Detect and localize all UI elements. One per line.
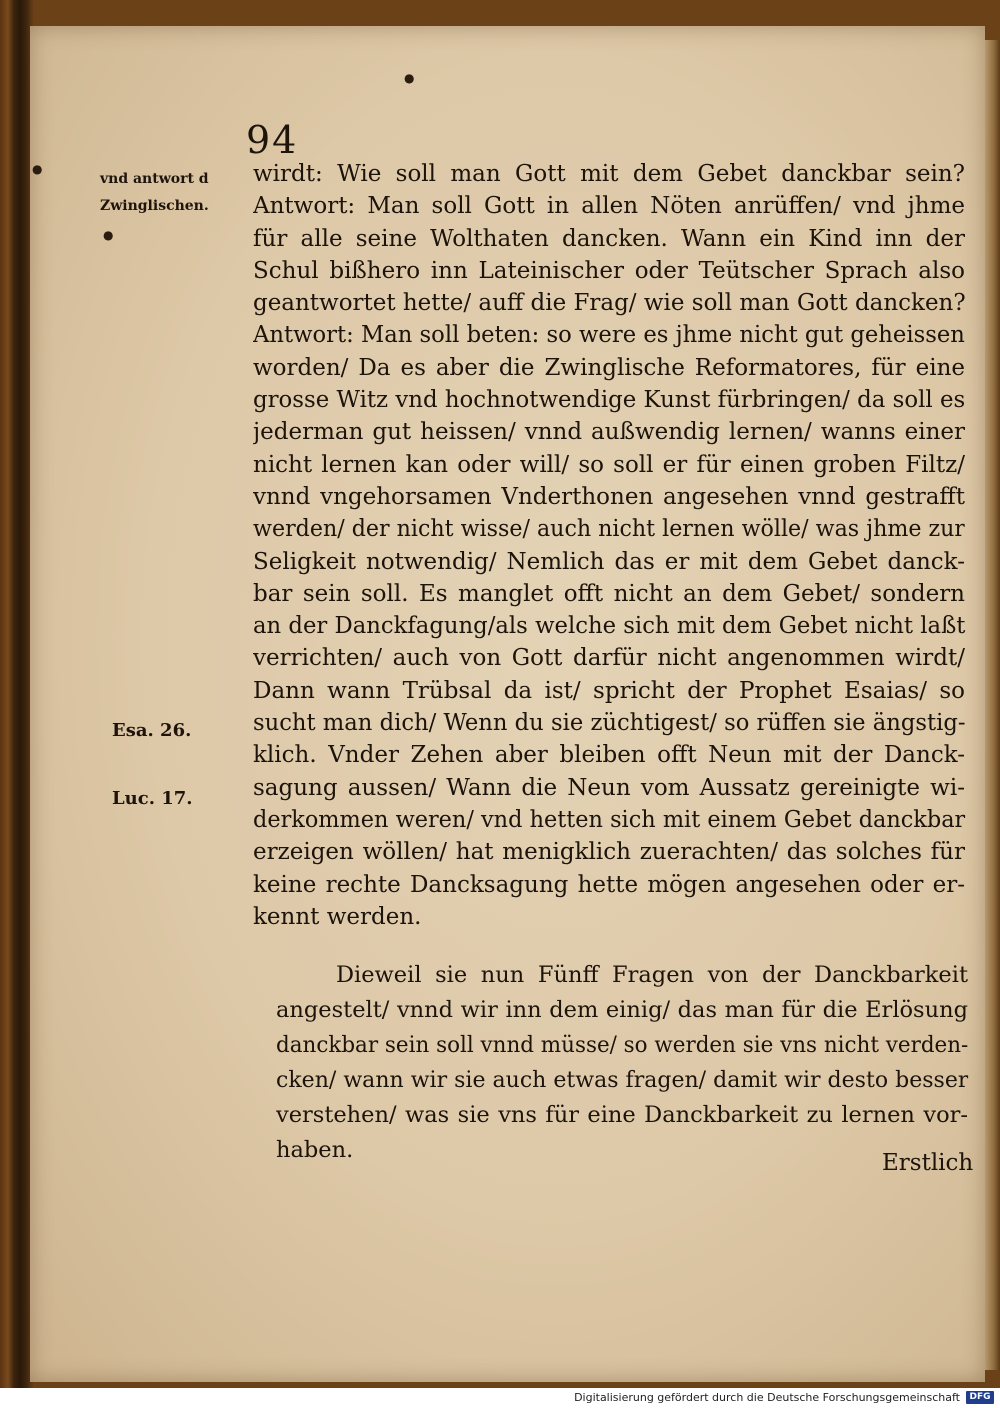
paragraph-2 [276,958,968,1168]
catchword: Erstlich [882,1150,974,1176]
text-line: kennt werden. [253,903,422,930]
text-line: Antwort: Man soll Gott in allen Nöten anrüffen/ vnd jhme [253,193,965,220]
text-line: werden/ der nicht wisse/ auch nicht lernen wölle/ was jhme zur [253,516,965,543]
page-edge [985,40,1000,1370]
ink-dot: ● [103,228,114,242]
text-line: für alle seine Wolthaten dancken. Wann ein Kind inn der [253,225,965,252]
text-line: verrichten/ auch von Gott darfür nicht angenommen wirdt/ [253,645,965,672]
margin-note-reference: Luc. 17. [112,788,193,809]
ink-dot: ● [32,162,43,176]
dfg-logo: DFG [966,1391,994,1404]
text-line: nicht lernen kan oder will/ so soll er für einen groben Filtz/ [253,451,965,478]
text-line: bar sein soll. Es manglet offt nicht an dem Gebet/ sondern [253,580,965,607]
margin-note: vnd antwort d [100,171,209,187]
text-line: worden/ Da es aber die Zwinglische Reformatores, für eine [253,354,965,381]
text-line: erzeigen wöllen/ hat menigklich zuerachten/ das solches für [253,839,965,866]
text-line: haben. [276,1137,354,1163]
text-line-indented: Dieweil sie nun Fünff Fragen von der Danckbarkeit [336,962,968,988]
text-line: grosse Witz vnd hochnotwendige Kunst fürbringen/ da soll es [253,387,965,414]
text-line: klich. Vnder Zehen aber bleiben offt Neun mit der Danck- [253,742,965,769]
margin-note-reference: Esa. 26. [112,720,192,741]
text-line: angestelt/ vnnd wir inn dem einig/ das man für die Erlösung [276,997,968,1023]
page-number: 94 [246,118,299,162]
text-line: derkommen weren/ vnd hetten sich mit einem Gebet danckbar [253,806,966,833]
text-line: sagung aussen/ Wann die Neun vom Aussatz gereinigte wi- [253,774,965,801]
text-line: an der Danckfagung/als welche sich mit dem Gebet nicht laßt [253,613,966,640]
text-line: Antwort: Man soll beten: so were es jhme nicht gut geheissen [253,322,965,349]
footer-bar [0,1388,1000,1408]
text-line: Dann wann Trübsal da ist/ spricht der Prophet Esaias/ so [253,677,965,704]
text-line: cken/ wann wir sie auch etwas fragen/ damit wir desto besser [276,1067,969,1093]
margin-note: Zwinglischen. [100,198,209,214]
text-line: jederman gut heissen/ vnnd außwendig lernen/ wanns einer [253,419,965,446]
text-line: geantwortet hette/ auff die Frag/ wie soll man Gott dancken? [253,290,966,317]
text-line: Schul bißhero inn Lateinischer oder Teütscher Sprach also [253,257,965,284]
text-line: Seligkeit notwendig/ Nemlich das er mit dem Gebet danck- [253,548,965,575]
text-line: danckbar sein soll vnnd müsse/ so werden sie vns nicht verden- [276,1032,968,1058]
paragraph-1 [253,158,965,933]
text-line: wirdt: Wie soll man Gott mit dem Gebet danckbar sein? [253,161,965,187]
digitization-credit: Digitalisierung gefördert durch die Deutsche Forschungsgemeinschaft [574,1391,960,1404]
text-line: vnnd vngehorsamen Vnderthonen angesehen vnnd gestrafft [253,483,965,510]
text-line: sucht man dich/ Wenn du sie züchtigest/ so rüffen sie ängstig- [253,710,966,737]
text-line: keine rechte Dancksagung hette mögen angesehen oder er- [253,871,965,898]
ink-dot: ● [404,71,415,85]
text-line: verstehen/ was sie vns für eine Danckbarkeit zu lernen vor- [276,1102,968,1128]
